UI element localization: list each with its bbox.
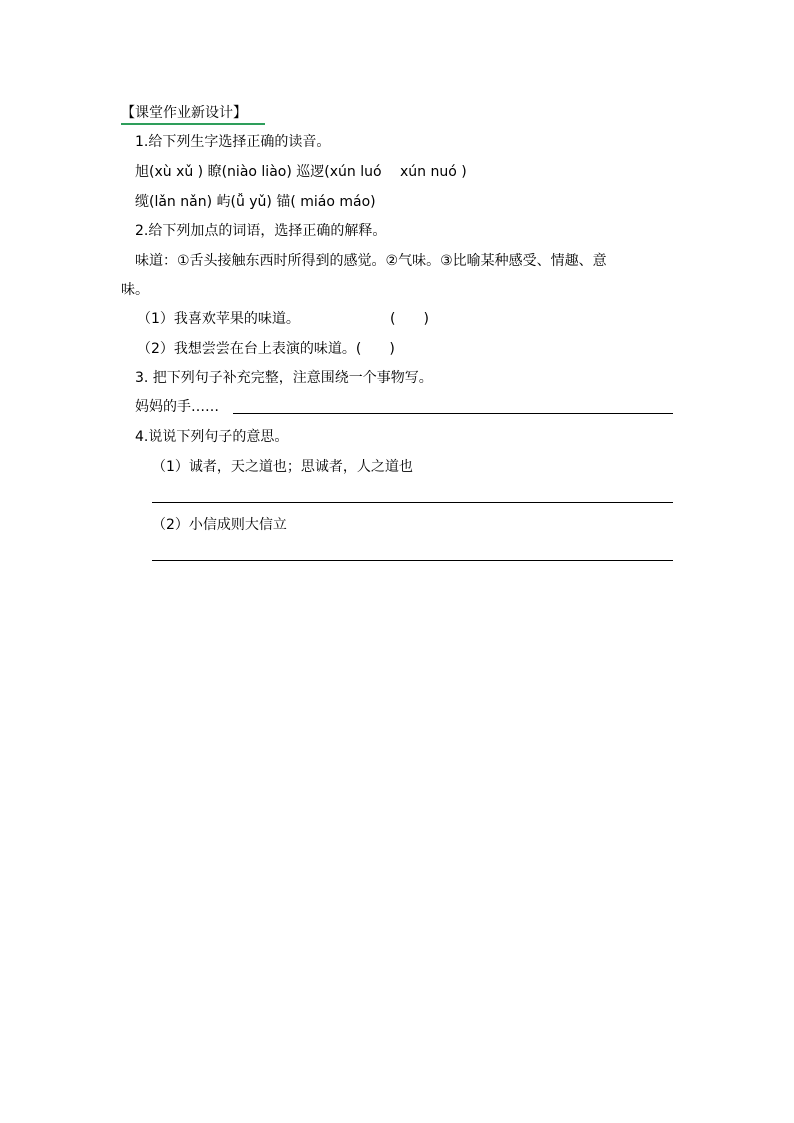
q4-item-2: （2）小信成则大信立 <box>152 517 287 533</box>
q2-title: 2.给下列加点的词语，选择正确的解释。 <box>135 223 387 239</box>
q2-item-1-answer-paren[interactable]: ( ) <box>390 311 429 327</box>
q1-title: 1.给下列生字选择正确的读音。 <box>135 134 331 150</box>
q3-answer-line[interactable] <box>233 413 673 414</box>
heading-underline <box>121 123 265 125</box>
q4-title: 4.说说下列句子的意思。 <box>135 429 289 445</box>
q4-item-1-answer-line[interactable] <box>152 502 673 503</box>
q2-definition-line-2: 味。 <box>121 282 149 298</box>
q2-item-1: （1）我喜欢苹果的味道。 <box>137 311 300 327</box>
q2-item-2: （2）我想尝尝在台上表演的味道。( ) <box>137 341 395 357</box>
q2-definition-line-1: 味道：①舌头接触东西时所得到的感觉。②气味。③比喻某种感受、情趣、意 <box>135 253 607 269</box>
section-heading: 【课堂作业新设计】 <box>121 105 247 121</box>
q3-prompt: 妈妈的手…… <box>135 399 219 415</box>
q3-title: 3. 把下列句子补充完整，注意围绕一个事物写。 <box>135 370 433 386</box>
q1-pinyin-row-1: 旭(xù xǔ ) 瞭(niào liào) 巡逻(xún luó xún nuó ) <box>135 164 467 180</box>
q1-pinyin-row-2: 缆(lǎn nǎn) 屿(ǚ yǔ) 锚( miáo máo) <box>135 194 376 210</box>
q4-item-2-answer-line[interactable] <box>152 560 673 561</box>
q4-item-1: （1）诚者，天之道也；思诚者，人之道也 <box>152 459 413 475</box>
